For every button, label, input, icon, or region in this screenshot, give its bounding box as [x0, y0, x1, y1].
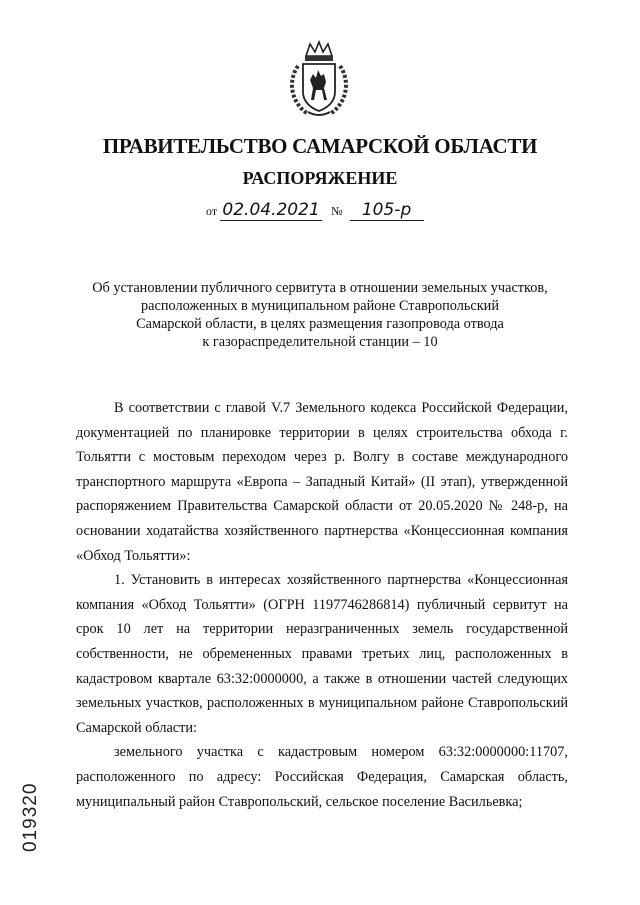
subject-line: к газораспределительной станции – 10	[202, 334, 438, 350]
subject-line: Об установлении публичного сервитута в отношении земельных участков,	[92, 280, 548, 296]
body-paragraph: В соответствии с главой V.7 Земельного кодекса Российской Федерации, документацией по планировке территории в целях строительства обхода г. Тольятти с мостовым переходом через р. Волгу в составе международного транспортного маршрута «Европа – Западный Китай» (II этап), утвержденной распоряжением Правительства Самарской области от 20.05.2020 № 248-р, на основании ходатайства хозяйственного партнерства «Концессионная компания «Обход Тольятти»:	[76, 400, 568, 564]
subject-line: расположенных в муниципальном районе Ставропольский	[141, 298, 499, 314]
coat-of-arms-icon	[286, 40, 352, 118]
subject-line: Самарской области, в целях размещения газопровода отвода	[136, 316, 504, 332]
date-number-line	[206, 200, 424, 221]
side-registration-stamp: 019320	[20, 782, 41, 852]
document-subject	[70, 279, 570, 351]
document-type: РАСПОРЯЖЕНИЕ	[242, 168, 398, 188]
number-sign: №	[331, 204, 343, 218]
government-title: ПРАВИТЕЛЬСТВО САМАРСКОЙ ОБЛАСТИ	[102, 134, 538, 158]
document-body	[76, 396, 568, 814]
date-prefix: от	[206, 204, 218, 218]
document-number: 105-р	[350, 200, 424, 221]
body-paragraph: 1. Установить в интересах хозяйственного партнерства «Концессионная компания «Обход Тольятти» (ОГРН 1197746286814) публичный сервитут на срок 10 лет на территории неразграниченных земель государственной собственности, не обремененных правами третьих лиц, расположенных в кадастровом квартале 63:32:0000000, а также в отношении частей следующих земельных участков, расположенных в муниципальном районе Ставропольский Самарской области:	[76, 572, 568, 736]
body-paragraph: земельного участка с кадастровым номером 63:32:0000000:11707, расположенного по адресу: Российская Федерация, Самарская область, муниципальный район Ставропольский, сельское поселение Васильевка;	[76, 744, 568, 810]
document-date: 02.04.2021	[220, 200, 322, 221]
